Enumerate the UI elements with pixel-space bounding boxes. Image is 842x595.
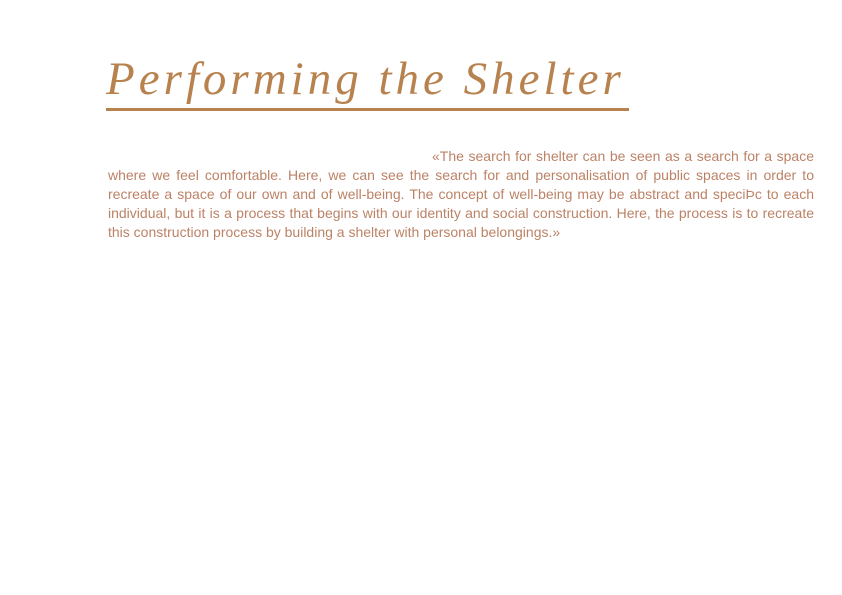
quote-paragraph: «The search for shelter can be seen as a search for a space where we feel comfortable. Here, we can see the search for and personalisation of public spaces in order to recreate a space of our own and of well-being. The concept of well-being may be abstract and speciÞc to each individual, but it is a process that begins with our identity and social construction. Here, the process is to recreate this construction process by building a shelter with personal belongings.» [108,148,814,240]
page-title: Performing the Shelter [106,56,629,111]
